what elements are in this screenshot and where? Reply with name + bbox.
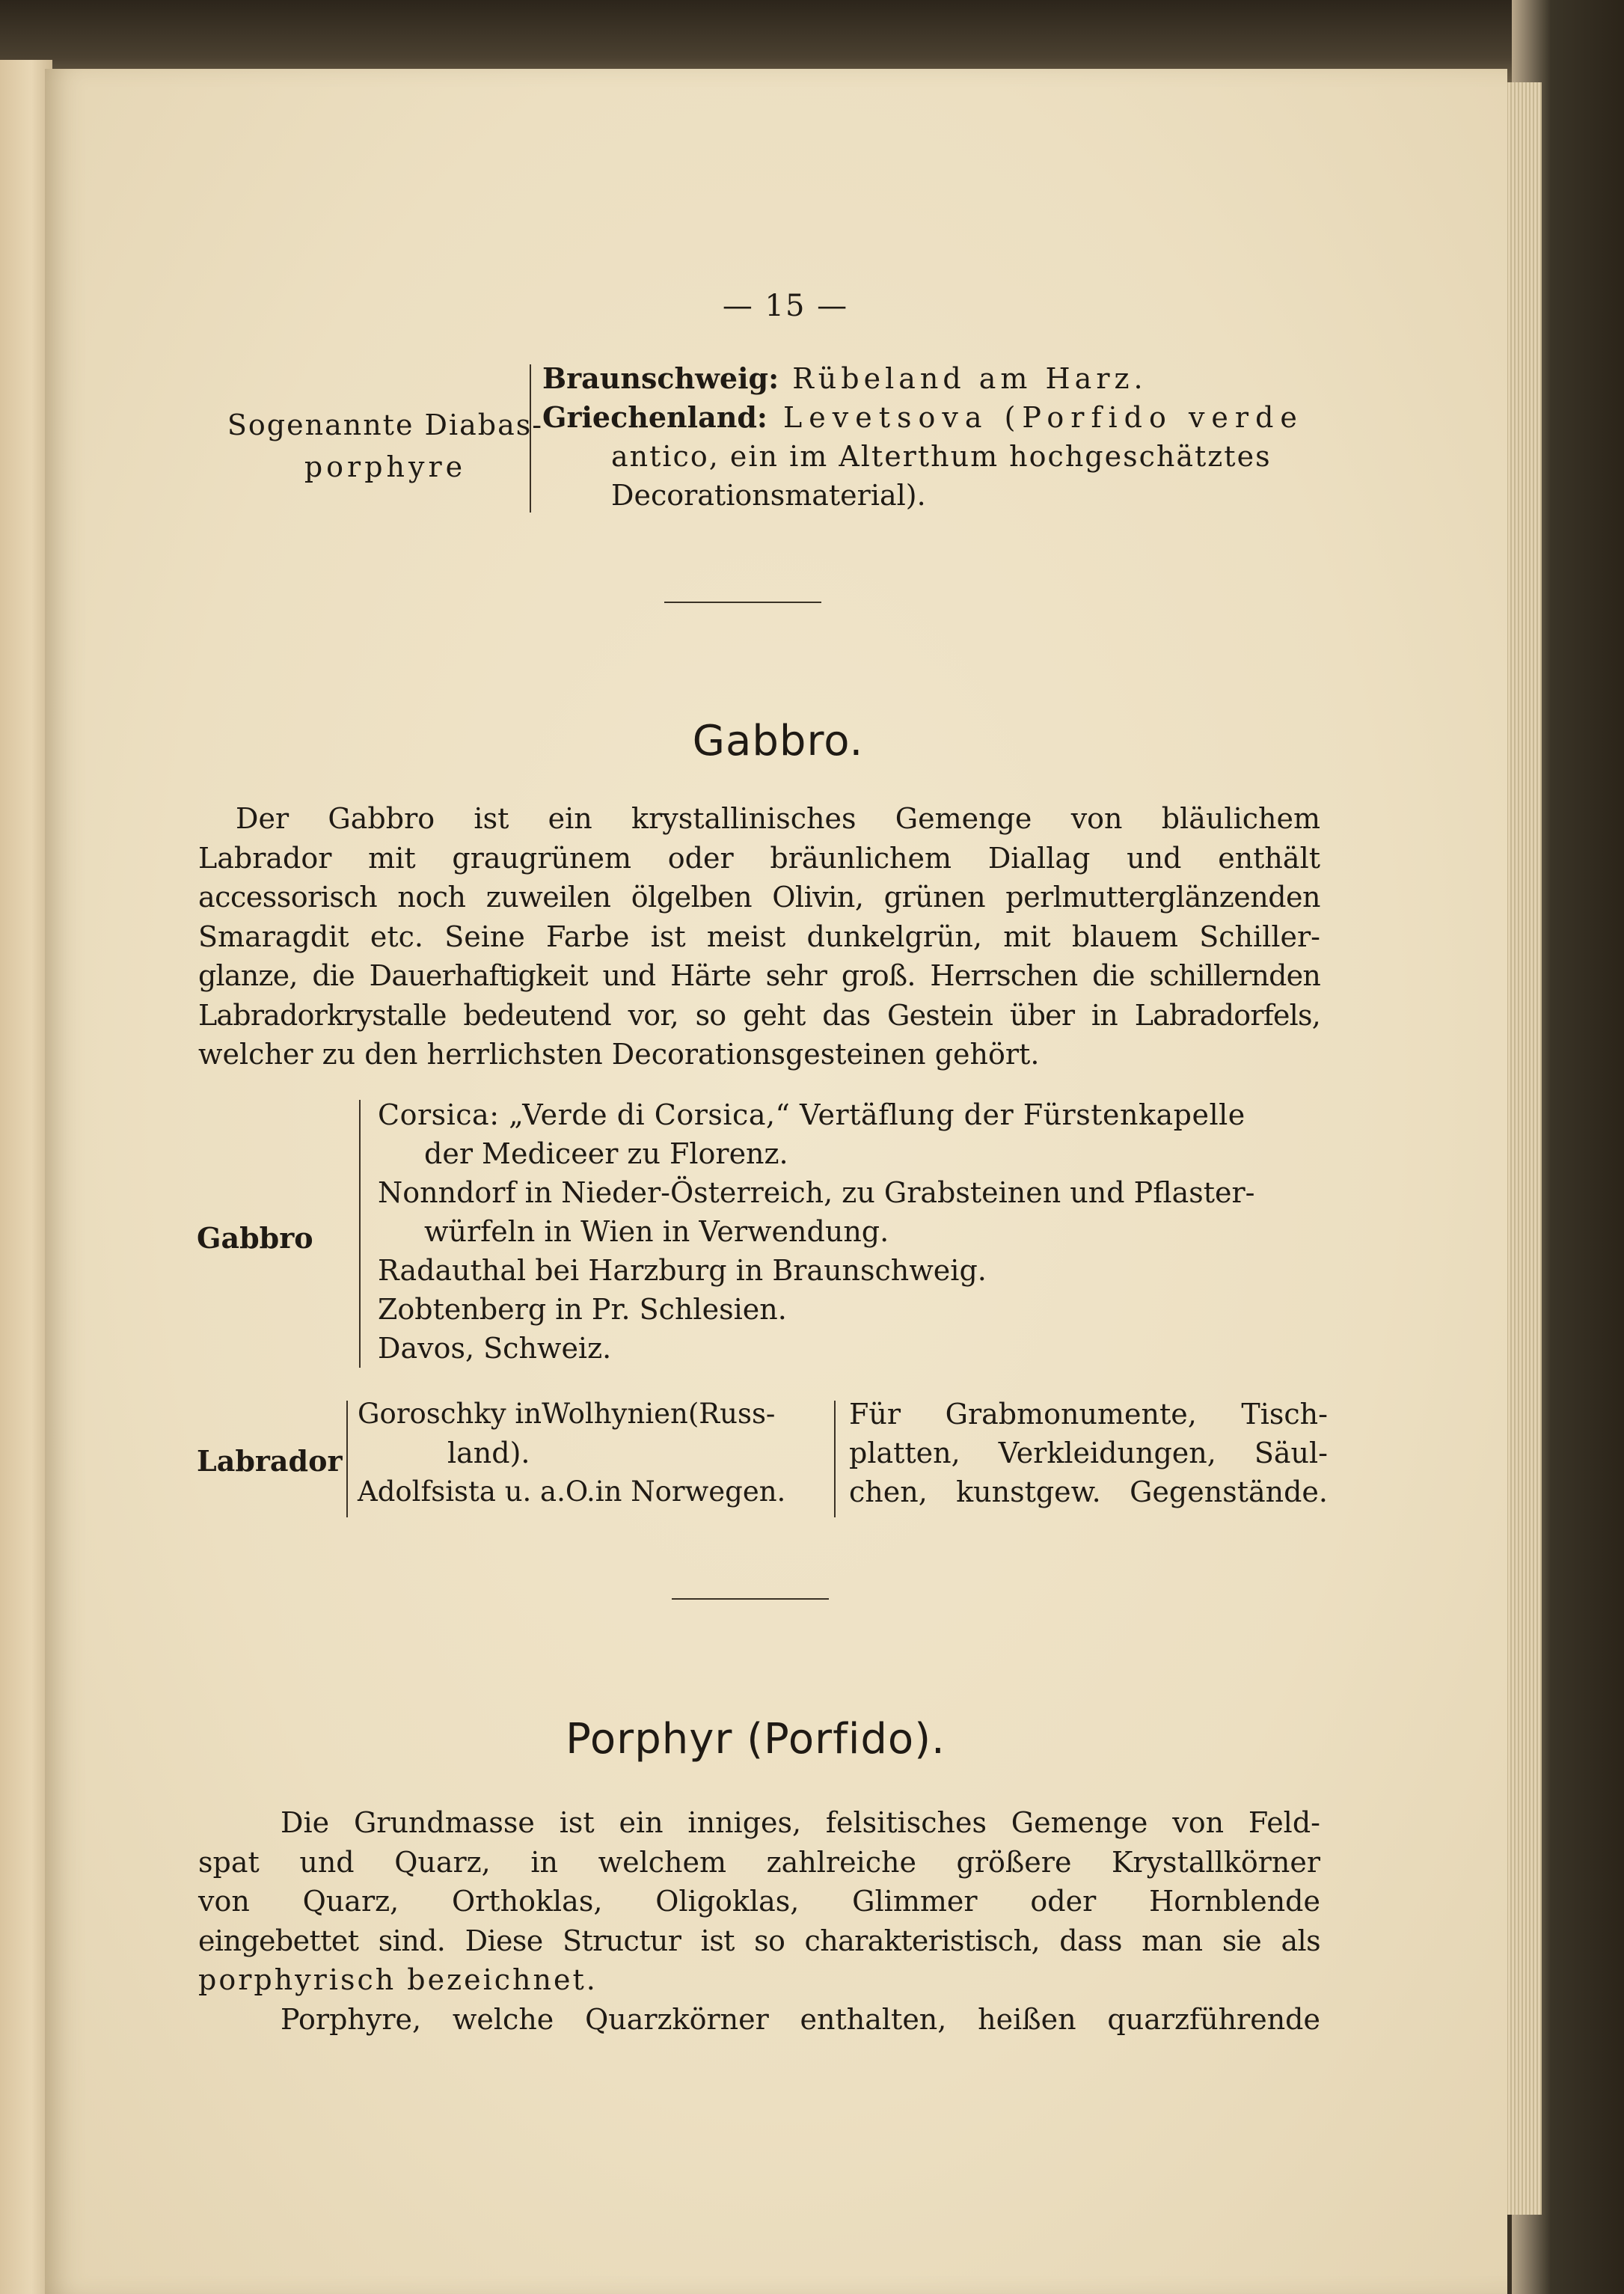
paragraph-line: Smaragdit etc. Seine Farbe ist meist dunkelgrün, mit blauem Schiller- — [198, 920, 1320, 953]
section-divider — [664, 602, 821, 603]
location-line: Radauthal bei Harzburg in Braunschweig. — [378, 1254, 987, 1287]
book-page — [45, 69, 1507, 2294]
diabas-brace — [530, 364, 531, 513]
labrador-location-line: land). — [447, 1437, 530, 1469]
paragraph-line: glanze, die Dauerhaftigkeit und Härte sehr groß. Herrschen die schillernden — [198, 959, 1320, 992]
labrador-location-line: Goroschky inWolhynien(Russ- — [358, 1398, 776, 1430]
labrador-use-line: Für Grabmonumente, Tisch- — [849, 1398, 1328, 1431]
labrador-use-line: chen, kunstgew. Gegenstände. — [849, 1475, 1328, 1508]
gabbro-paragraph — [198, 799, 1320, 1074]
diabas-label — [191, 404, 580, 488]
diabas-label-line1: Sogenannte Diabas- — [227, 409, 544, 441]
paragraph-line: Labrador mit graugrünem oder bräunlichem Diallag und enthält — [198, 841, 1320, 875]
location-line: Nonndorf in Nieder-Österreich, zu Grabsteinen und Pflaster- — [378, 1176, 1255, 1209]
labrador-side-label: Labrador — [197, 1444, 343, 1478]
gabbro-heading: Gabbro. — [692, 717, 864, 765]
gabbro-locations — [378, 1095, 1328, 1368]
paragraph-line: Porphyre, welche Quarzkörner enthalten, heißen quarzführende — [281, 2002, 1320, 2036]
paragraph-line: spat und Quarz, in welchem zahlreiche größere Krystallkörner — [198, 1845, 1320, 1879]
paragraph-line: porphyrisch bezeichnet. — [198, 1963, 598, 1996]
paragraph-line: welcher zu den herrlichsten Decorationsgesteinen gehört. — [198, 1038, 1040, 1071]
labrador-use-line: platten, Verkleidungen, Säul- — [849, 1437, 1328, 1469]
porphyr-heading: Porphyr (Porfido). — [566, 1715, 946, 1764]
location-line: Zobtenberg in Pr. Schlesien. — [378, 1293, 787, 1326]
gabbro-side-label: Gabbro — [197, 1221, 313, 1255]
diabas-label-line2: porphyre — [304, 450, 467, 483]
paragraph-line: von Quarz, Orthoklas, Oligoklas, Glimmer oder Hornblende — [198, 1885, 1320, 1918]
page-number: — 15 — — [722, 289, 849, 323]
diabas-entry: Braunschweig: Rübeland am Harz. — [542, 361, 1147, 395]
diabas-entry: Griechenland: Levetsova (Porfido verde — [542, 400, 1304, 434]
location-line: der Mediceer zu Florenz. — [424, 1137, 788, 1170]
section-divider — [672, 1598, 829, 1600]
diabas-entry: Decorationsmaterial). — [611, 479, 926, 512]
porphyr-paragraph — [198, 1803, 1320, 2039]
labrador-brace-right — [834, 1401, 836, 1517]
diabas-entry: antico, ein im Alterthum hochgeschätztes — [611, 440, 1272, 473]
labrador-locations — [358, 1395, 881, 1511]
labrador-location-line: Adolfsista u. a.O.in Norwegen. — [358, 1475, 786, 1508]
paragraph-line: Die Grundmasse ist ein inniges, felsitisches Gemenge von Feld- — [281, 1806, 1320, 1839]
labrador-brace-left — [346, 1401, 348, 1517]
paragraph-line: Der Gabbro ist ein krystallinisches Gemenge von bläulichem — [236, 802, 1320, 835]
paragraph-line: accessorisch noch zuweilen ölgelben Olivin, grünen perlmutterglänzenden — [198, 881, 1320, 914]
gabbro-brace — [359, 1100, 361, 1368]
paragraph-line: eingebettet sind. Diese Structur ist so charakteristisch, dass man sie als — [198, 1924, 1320, 1957]
location-line: Corsica: „Verde di Corsica,“ Vertäflung der Fürstenkapelle — [378, 1098, 1245, 1131]
location-line: Davos, Schweiz. — [378, 1332, 612, 1365]
labrador-uses — [849, 1395, 1328, 1511]
paragraph-line: Labradorkrystalle bedeutend vor, so geht das Gestein über in Labradorfels, — [198, 998, 1320, 1032]
diabas-entries — [542, 359, 1335, 515]
location-line: würfeln in Wien in Verwendung. — [424, 1215, 889, 1248]
